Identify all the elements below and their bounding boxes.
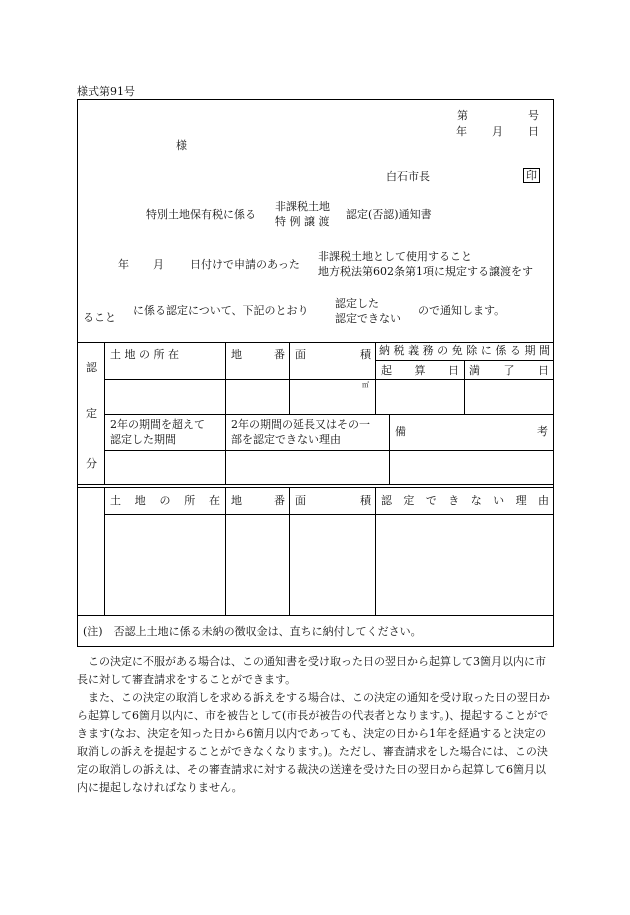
date-year-label: 年 — [456, 125, 467, 138]
line-approved-lower-header-bottom — [104, 450, 554, 451]
instruction-appeal: この決定に不服がある場合は、この通知書を受け取った日の翌日から起算して3箇月以内に市長に対して審査請求をすることができます。 — [77, 655, 546, 686]
date-day-label: 日 — [528, 125, 539, 138]
line-approved-bottom-a — [77, 484, 554, 485]
seal-mark: 印 — [523, 168, 540, 183]
body-choice-nonTaxable: 非課税土地として使用すること — [318, 250, 472, 263]
approved-col-end: 満 了 日 — [469, 364, 549, 377]
side-label-bun: 分 — [86, 457, 97, 470]
approved-col-start: 起 算 日 — [381, 364, 459, 377]
approved-col-location-text: 土 地 の 所 在 — [110, 348, 179, 361]
body-month-label: 月 — [153, 258, 164, 271]
body-decision-denied: 認定できない — [335, 312, 401, 325]
line-denied-bottom — [77, 615, 554, 616]
body-regarding: に係る認定について、下記のとおり — [133, 304, 309, 317]
body-notify: ので通知します。 — [418, 304, 506, 317]
side-label-nin: 認 — [86, 361, 97, 374]
approved-col-exemption: 納税義務の免除に係る期間 — [379, 344, 550, 357]
side-label-tei: 定 — [86, 407, 97, 420]
line-approved-bottom-b — [77, 487, 554, 488]
line-col-area-left — [289, 342, 290, 414]
approved-col-reason-line1: 2年の期間の延長又はその一 — [231, 418, 370, 431]
form-number: 様式第91号 — [77, 85, 135, 98]
denied-col-area: 面 積 — [295, 494, 371, 507]
line-approved-top — [77, 342, 554, 343]
line-col-end-left — [464, 360, 465, 414]
date-month-label: 月 — [492, 125, 503, 138]
line-denied-lot-left — [225, 487, 226, 615]
approved-col-lot: 地 番 — [231, 348, 285, 361]
body-year-label: 年 — [118, 258, 129, 271]
approved-col-remarks: 備 考 — [395, 425, 548, 438]
instruction-lawsuit: また、この決定の取消しを求める訴えをする場合は、この決定の通知を受け取った日の翌日から起算して6箇月以内に、市を被告として(市長が被告の代表者となります。)、提起することができます(なお、決定を知った日から6箇月以内であっても、決定の日から1年を経過すると決定の取消しの訴えを提起することができなくなります。)。ただし、審査請求をした場合には、この決定の取消しの訴えは、その審査請求に対する裁決の送達を受けた日の翌日から起算して6箇月以内に提起しなければなりません。 — [77, 691, 550, 794]
number-go: 号 — [528, 109, 539, 122]
title-prefix: 特別土地保有税に係る — [146, 208, 256, 221]
title-option-specialTransfer: 特 例 譲 渡 — [275, 215, 330, 228]
addressee-sama: 様 — [176, 139, 187, 152]
title-suffix: 認定(否認)通知書 — [346, 208, 432, 221]
approved-col-area: 面 積 — [295, 348, 371, 361]
line-approved-row-bottom — [104, 414, 554, 415]
line-approved-header-bottom — [104, 379, 554, 380]
approved-col-location — [110, 349, 220, 360]
body-applied-text: 日付けで申請のあった — [190, 258, 300, 271]
line-denied-reason-left — [375, 487, 376, 615]
number-dai: 第 — [457, 109, 468, 122]
body-koto: ること — [83, 311, 116, 324]
line-denied-left — [104, 487, 105, 615]
line-denied-header-bottom — [104, 514, 554, 515]
body-choice-transfer: 地方税法第602条第1項に規定する譲渡をす — [318, 265, 533, 278]
body-decision-approved: 認定した — [335, 297, 379, 310]
line-col-exemption-left — [375, 342, 376, 414]
denied-col-reason: 認 定 で き な い 理 由 — [381, 494, 549, 507]
note-text: (注) 否認上土地に係る未納の徴収金は、直ちに納付してください。 — [83, 625, 422, 638]
approved-col-period-line1: 2年の期間を超えて — [110, 418, 205, 431]
approved-col-period-line2: 認定した期間 — [110, 433, 176, 446]
approved-col-reason-line2: 部を認定できない理由 — [231, 433, 341, 446]
denied-col-lot: 地 番 — [231, 494, 285, 507]
line-denied-area-left — [289, 487, 290, 615]
denied-col-location: 土 地 の 所 在 — [110, 494, 220, 507]
area-unit: ㎡ — [362, 381, 369, 389]
line-col-lot-left — [225, 342, 226, 414]
title-option-nonTaxable: 非課税土地 — [275, 200, 330, 213]
issuer-name: 白石市長 — [386, 170, 430, 183]
